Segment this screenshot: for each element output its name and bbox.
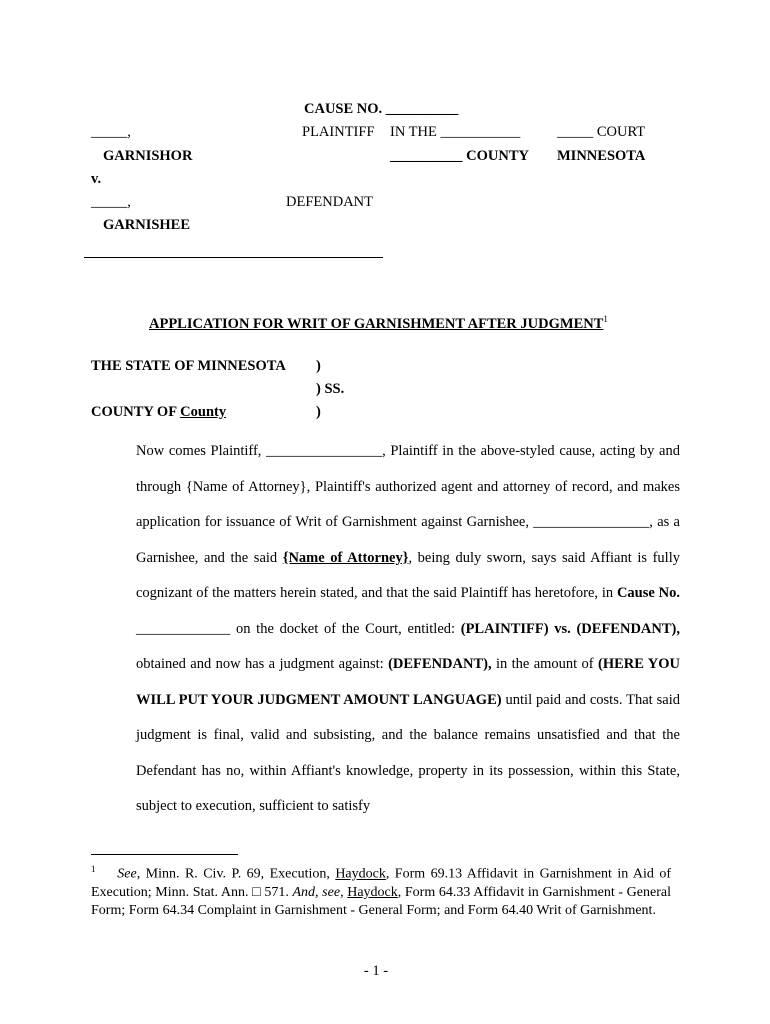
footnote-mark: 1 [91,864,96,874]
body-text-2: , being duly sworn, says said Affiant is fully cognizant of the matters herein stated, and that the said Plaintiff has heretofore, in [136,549,680,601]
plaintiff-label: PLAINTIFF [302,124,375,140]
footnote-text-3: , [340,884,348,900]
attorney-name: {Name of Attorney} [282,549,409,566]
document-title-text: APPLICATION FOR WRIT OF GARNISHMENT AFTER JUDGMENT [149,315,604,332]
page-number: - 1 - [363,963,389,979]
body-text-3: _____________ on the docket of the Court, entitled: [136,620,461,637]
footnote-haydock-2: Haydock [347,884,398,900]
body-paragraph [91,434,680,825]
caption-divider [84,257,383,258]
plaintiff-blank: _____, [91,124,131,140]
footnote-separator [91,854,238,855]
footnote-haydock-1: Haydock [335,866,386,882]
title-footnote-mark: 1 [603,314,608,324]
footnote-and-see: And, see [292,884,341,900]
venue-county-prefix: COUNTY OF [91,404,181,420]
venue-paren-2: ) [316,404,321,420]
footnote-text-4: , Form 64.33 Affidavit in Garnishment - General Form; Form 64.34 Complaint in Garnishment - General Form; and Form 64.40 Writ of Garnishment. [91,884,671,918]
venue-paren-1: ) [316,358,321,374]
defendant-blank: _____, [91,194,131,210]
judgment-amount: (HERE YOU WILL PUT YOUR JUDGMENT AMOUNT LANGUAGE) [136,656,680,708]
footnote-text-1: , Minn. R. Civ. P. 69, Execution, [136,866,336,882]
defendant-label: DEFENDANT [286,194,373,210]
venue-ss: ) SS. [316,381,345,397]
body-text-5: in the amount of [491,656,599,672]
footnote [91,860,671,920]
judgment-defendant: (DEFENDANT), [388,656,492,672]
garnishee-label: GARNISHEE [103,217,191,233]
state-label: MINNESOTA [557,148,646,164]
garnishor-label: GARNISHOR [103,148,193,164]
versus-label: v. [91,171,102,187]
county-line: __________ COUNTY [390,148,529,164]
venue-county [91,403,226,421]
footnote-see: See [117,866,137,882]
body-text-6: until paid and costs. That said judgment is final, valid and subsisting, and the balance remains unsatisfied and that the Defendant has no, within Affiant's knowledge, property in its possession, within this State, subject to execution, sufficient to satisfy [136,691,681,814]
footnote-text-2: , Form 69.13 Affidavit in Garnishment in Aid of Execution; Minn. Stat. Ann. □ 571. [91,866,672,900]
document-title [149,310,608,333]
cause-number: CAUSE NO. __________ [304,101,459,117]
body-text-4: obtained and now has a judgment against: [136,656,389,672]
parties-style: (PLAINTIFF) vs. (DEFENDANT), [460,620,680,637]
court-line: _____ COURT [557,124,646,140]
cause-no-label: Cause No. [616,585,680,601]
venue-state: THE STATE OF MINNESOTA [91,358,286,374]
in-the-court-line: IN THE ___________ [390,124,521,140]
venue-county-name: County [180,404,227,420]
body-text-1: Now comes Plaintiff, ________________, Plaintiff in the above-styled cause, acting by and through {Name of Attorney}, Plaintiff's authorized agent and attorney of record, and makes application for issuance of Writ of Garnishment against Garnishee, ________________, as a Garnishee, and the said [136,443,680,566]
